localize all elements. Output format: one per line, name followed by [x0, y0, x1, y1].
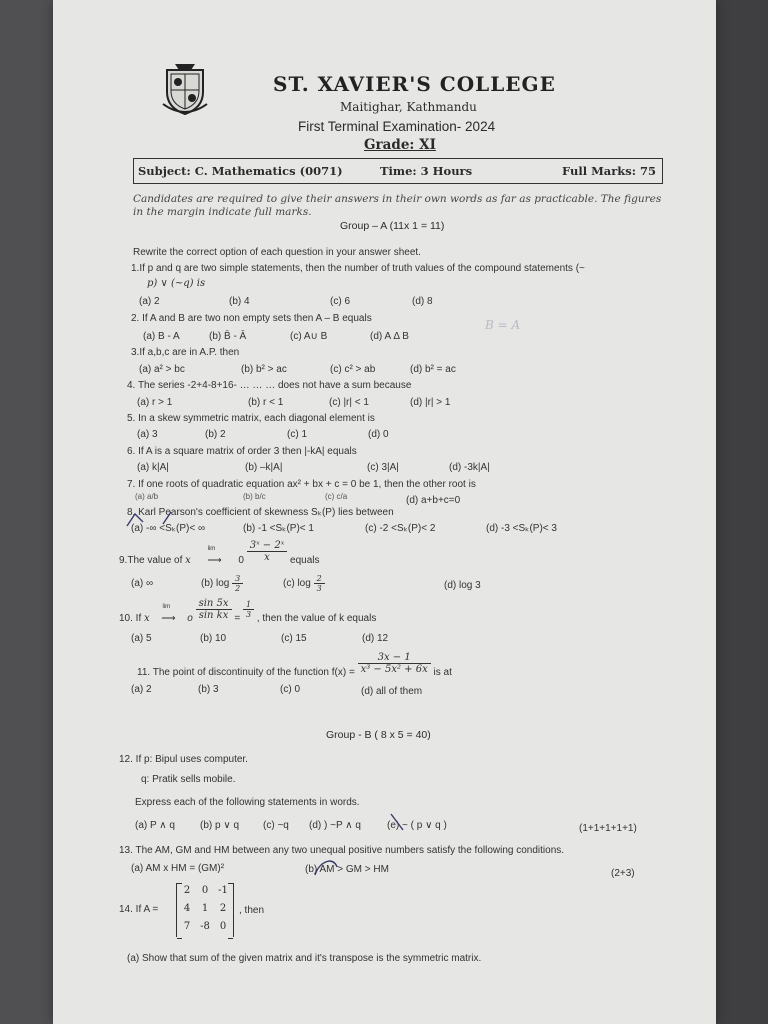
q14-suffix: , then	[239, 905, 265, 916]
matrix-cell: 0	[219, 921, 227, 932]
q9-denominator: x	[264, 552, 270, 563]
instructions: Candidates are required to give their answers in their own words as far as practicable. The figures in the margin indicate full marks.	[133, 193, 662, 218]
matrix-cell: 7	[183, 921, 191, 932]
q9-option-b-text: (b) log	[201, 578, 230, 590]
matrix-cell: -1	[218, 885, 228, 896]
college-address: Maitighar, Kathmandu	[340, 100, 477, 114]
q7-option-d: (d) a+b+c=0	[406, 495, 461, 506]
q4-option-c: (c) |r| < 1	[329, 397, 369, 408]
exam-title: First Terminal Examination- 2024	[298, 119, 496, 134]
q7-option-c: (c) c/a	[325, 492, 348, 501]
q1-option-a: (a) 2	[139, 296, 160, 307]
q3-option-d: (d) b² = ac	[410, 364, 456, 375]
q3-option-b: (b) b² > ac	[241, 364, 287, 375]
q4-option-b: (b) r < 1	[248, 397, 284, 408]
q9-suffix: equals	[290, 555, 320, 567]
q10-option-b: (b) 10	[200, 633, 227, 644]
q6-text: 6. If A is a square matrix of order 3 then |-kA| equals	[127, 446, 357, 457]
q8-text: 8. Karl Pearson's coefficient of skewness Sₖ(P) lies between	[127, 507, 394, 518]
time-label: Time: 3 Hours	[380, 164, 473, 178]
q6-option-b: (b) –k|A|	[245, 462, 283, 473]
background-right	[716, 0, 768, 1024]
q11-numerator: 3x − 1	[358, 652, 431, 664]
q1-option-b: (b) 4	[229, 296, 250, 307]
q9-text	[119, 540, 320, 574]
pen-mark	[123, 508, 183, 530]
q10-denominator: sin kx	[198, 610, 229, 621]
q11-option-c: (c) 0	[280, 684, 300, 695]
margin-note: B = A	[485, 318, 521, 332]
college-logo	[161, 60, 209, 116]
q8-option-c: (c) -2 <Sₖ(P)< 2	[365, 523, 436, 534]
q12-part-b: (b) p ∨ q	[200, 820, 239, 831]
q4-option-a: (a) r > 1	[137, 397, 173, 408]
q14-matrix	[176, 883, 234, 937]
q9-option-c-frac	[314, 574, 325, 593]
q2-text: 2. If A and B are two non empty sets then A – B equals	[131, 313, 372, 324]
matrix-cell: 2	[183, 885, 191, 896]
q9-option-c	[283, 574, 325, 593]
q9-option-b-den: 2	[235, 584, 241, 593]
q9-prefix: 9.The value of	[119, 555, 183, 567]
q9-option-c-num: 2	[314, 574, 325, 584]
group-a-title: Group – A (11x 1 = 11)	[340, 220, 445, 232]
background-left	[0, 0, 53, 1024]
q6-option-c: (c) 3|A|	[367, 462, 399, 473]
q5-option-b: (b) 2	[205, 429, 226, 440]
q10-ratio-den: 3	[245, 610, 252, 619]
q1-option-d: (d) 8	[412, 296, 433, 307]
q11-suffix: is at	[433, 667, 452, 679]
q9-fraction	[247, 540, 288, 563]
q10-numerator: sin 5x	[196, 598, 232, 610]
q7-option-b: (b) b/c	[243, 492, 266, 501]
q6-option-d: (d) -3k|A|	[449, 462, 490, 473]
q9-option-c-text: (c) log	[283, 578, 311, 590]
q7-option-a: (a) a/b	[135, 492, 159, 501]
q13-marks: (2+3)	[611, 868, 635, 879]
q12-part-a: (a) P ∧ q	[135, 820, 175, 831]
pen-mark	[311, 855, 341, 879]
group-a-directive: Rewrite the correct option of each question in your answer sheet.	[133, 247, 421, 258]
q11-option-a: (a) 2	[131, 684, 152, 695]
q9-var: x	[185, 555, 191, 567]
q3-option-c: (c) c² > ab	[330, 364, 376, 375]
q10-var: x	[144, 613, 150, 625]
q9-option-b	[201, 574, 243, 593]
full-marks-label: Full Marks: 75	[562, 164, 656, 178]
q5-option-a: (a) 3	[137, 429, 158, 440]
matrix-cell: -8	[200, 921, 210, 932]
q9-option-b-num: 3	[232, 574, 243, 584]
college-name: ST. XAVIER'S COLLEGE	[273, 72, 556, 96]
q1-option-c: (c) 6	[330, 296, 350, 307]
q13-part-a: (a) AM x HM = (GM)²	[131, 863, 225, 874]
q7-text: 7. If one roots of quadratic equation ax² + bx + c = 0 be 1, then the other root is	[127, 479, 476, 490]
q11-text	[137, 652, 452, 684]
grade-label: Grade: XI	[364, 137, 436, 153]
q11-fraction	[358, 652, 431, 675]
q2-option-c: (c) A∪ B	[290, 331, 328, 342]
q10-prefix: 10. If	[119, 613, 142, 625]
matrix-cell: 4	[183, 903, 191, 914]
q11-prefix: 11. The point of discontinuity of the function f(x) =	[137, 667, 355, 679]
q10-fraction	[196, 598, 232, 621]
q9-option-d: (d) log 3	[444, 580, 481, 591]
q12-part-e: (e) ~ ( p ∨ q )	[387, 820, 447, 831]
q13-text: 13. The AM, GM and HM between any two unequal positive numbers satisfy the following conditions.	[119, 845, 565, 856]
q10-option-a: (a) 5	[131, 633, 152, 644]
q6-option-a: (a) k|A|	[137, 462, 169, 473]
q9-limit-to: 0	[238, 555, 244, 567]
q5-text: 5. In a skew symmetric matrix, each diagonal element is	[127, 413, 375, 424]
q8-option-b: (b) -1 <Sₖ(P)< 1	[243, 523, 314, 534]
matrix-cell: 2	[219, 903, 227, 914]
q2-option-b: (b) B̄ - Ā	[209, 331, 247, 342]
q10-equals: =	[234, 613, 241, 625]
subject-box	[133, 158, 663, 184]
group-b-title: Group - B ( 8 x 5 = 40)	[326, 729, 431, 741]
q10-ratio-num: 1	[243, 600, 254, 610]
q9-option-c-den: 3	[316, 584, 322, 593]
q3-option-a: (a) a² > bc	[139, 364, 185, 375]
q12-part-d: (d) ) ~P ∧ q	[309, 820, 361, 831]
matrix-cell: 0	[201, 885, 209, 896]
matrix-cell: 1	[201, 903, 209, 914]
q9-lim-label: lim	[207, 546, 216, 553]
q4-text: 4. The series -2+4-8+16- … … … does not have a sum because	[127, 380, 412, 391]
q11-denominator: x³ − 5x² + 6x	[360, 664, 428, 675]
q10-limit-arrow: lim ⟶	[161, 604, 176, 625]
q10-option-c: (c) 15	[281, 633, 307, 644]
q9-numerator: 3ˣ − 2ˣ	[247, 540, 288, 552]
q10-option-d: (d) 12	[362, 633, 389, 644]
q2-option-d: (d) A Δ B	[370, 331, 409, 342]
exam-paper	[53, 0, 716, 1024]
q9-limit-arrow: lim ⟶	[207, 546, 222, 567]
q10-ratio	[243, 600, 254, 619]
q3-text: 3.If a,b,c are in A.P. then	[131, 347, 240, 358]
q10-suffix: , then the value of k equals	[256, 613, 377, 625]
q5-option-c: (c) 1	[287, 429, 307, 440]
q5-option-d: (d) 0	[368, 429, 389, 440]
q1-text: 1.If p and q are two simple statements, then the number of truth values of the compound statements (~	[131, 263, 585, 274]
q14-part-a: (a) Show that sum of the given matrix and it's transpose is the symmetric matrix.	[127, 953, 482, 964]
q12-line3: Express each of the following statements in words.	[135, 797, 360, 808]
q12-line1: 12. If p: Bipul uses computer.	[119, 754, 248, 765]
q1-text-cont: p) ∨ (~q) is	[147, 278, 206, 289]
q12-part-c: (c) ~q	[263, 820, 289, 831]
q8-option-a: (a) -∞ <Sₖ(P)< ∞	[131, 523, 206, 534]
q11-option-d: (d) all of them	[361, 686, 423, 697]
q10-lim-label: lim	[162, 604, 171, 611]
subject-label: Subject: C. Mathematics (0071)	[138, 164, 343, 178]
q12-line2: q: Pratik sells mobile.	[141, 774, 236, 785]
q10-text	[119, 598, 376, 632]
q8-option-d: (d) -3 <Sₖ(P)< 3	[486, 523, 557, 534]
pen-mark	[387, 812, 407, 834]
q2-option-a: (a) B - A	[143, 331, 180, 342]
q9-option-b-frac	[232, 574, 243, 593]
q13-part-b: (b) AM > GM > HM	[305, 864, 389, 875]
q14-prefix: 14. If A =	[119, 904, 159, 915]
q10-limit-to: o	[187, 613, 193, 625]
q9-option-a: (a) ∞	[131, 578, 154, 589]
q12-marks: (1+1+1+1+1)	[579, 823, 637, 834]
q11-option-b: (b) 3	[198, 684, 219, 695]
q4-option-d: (d) |r| > 1	[410, 397, 451, 408]
